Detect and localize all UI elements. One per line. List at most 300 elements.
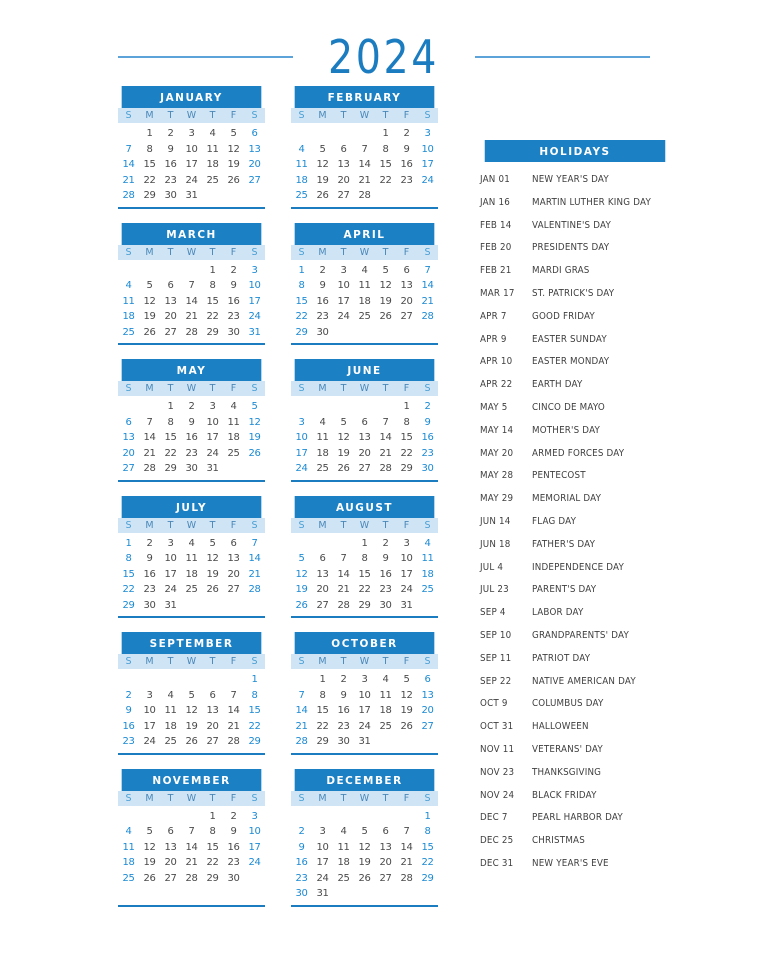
day-cell[interactable]: 15 <box>316 705 329 716</box>
day-cell[interactable]: 9 <box>230 826 237 837</box>
day-cell[interactable]: 1 <box>209 810 216 822</box>
day-cell[interactable]: 13 <box>358 432 371 443</box>
day-cell[interactable]: 19 <box>143 857 156 868</box>
day-cell[interactable]: 8 <box>361 553 368 564</box>
day-cell[interactable]: 24 <box>164 584 177 595</box>
day-cell[interactable]: 7 <box>361 143 368 155</box>
day-cell[interactable]: 18 <box>316 447 329 459</box>
day-cell[interactable]: 20 <box>421 705 434 716</box>
day-cell[interactable]: 17 <box>400 568 413 580</box>
day-cell[interactable]: 28 <box>248 584 261 595</box>
day-cell[interactable]: 26 <box>248 447 261 459</box>
day-cell[interactable]: 22 <box>316 720 329 732</box>
day-cell[interactable]: 29 <box>122 599 135 611</box>
day-cell[interactable]: 22 <box>248 720 261 732</box>
day-cell[interactable]: 29 <box>206 326 219 338</box>
day-cell[interactable]: 2 <box>403 128 410 139</box>
day-cell[interactable]: 1 <box>209 264 216 276</box>
day-cell[interactable]: 10 <box>358 689 371 701</box>
day-cell[interactable]: 4 <box>298 143 305 155</box>
day-cell[interactable]: 12 <box>295 568 308 580</box>
day-cell[interactable]: 24 <box>206 447 219 459</box>
day-cell[interactable]: 22 <box>206 311 219 322</box>
day-cell[interactable]: 5 <box>298 553 305 564</box>
day-cell[interactable]: 6 <box>319 553 326 564</box>
day-cell[interactable]: 3 <box>298 416 305 428</box>
day-cell[interactable]: 27 <box>400 311 413 322</box>
day-cell[interactable]: 13 <box>400 280 413 291</box>
day-cell[interactable]: 5 <box>146 280 153 291</box>
day-cell[interactable]: 27 <box>248 174 261 186</box>
day-cell[interactable]: 19 <box>358 857 371 868</box>
day-cell[interactable]: 19 <box>185 720 198 732</box>
day-cell[interactable]: 26 <box>337 463 350 474</box>
day-cell[interactable]: 15 <box>206 841 219 853</box>
day-cell[interactable]: 8 <box>403 416 410 428</box>
day-cell[interactable]: 21 <box>122 174 135 186</box>
day-cell[interactable]: 4 <box>361 264 368 276</box>
day-cell[interactable]: 30 <box>295 888 308 899</box>
day-cell[interactable]: 12 <box>185 705 198 716</box>
day-cell[interactable]: 21 <box>421 295 434 307</box>
day-cell[interactable]: 20 <box>316 584 329 595</box>
day-cell[interactable]: 8 <box>209 280 216 291</box>
day-cell[interactable]: 7 <box>230 689 237 701</box>
day-cell[interactable]: 7 <box>340 553 347 564</box>
day-cell[interactable]: 2 <box>230 264 237 276</box>
day-cell[interactable]: 22 <box>421 857 434 868</box>
day-cell[interactable]: 5 <box>340 416 347 428</box>
day-cell[interactable]: 24 <box>295 463 308 474</box>
day-cell[interactable]: 11 <box>358 280 371 291</box>
day-cell[interactable]: 17 <box>421 159 434 170</box>
day-cell[interactable]: 6 <box>340 143 347 155</box>
day-cell[interactable]: 28 <box>295 736 308 747</box>
day-cell[interactable]: 1 <box>125 537 132 549</box>
day-cell[interactable]: 3 <box>424 128 431 139</box>
day-cell[interactable]: 18 <box>295 174 308 186</box>
day-cell[interactable]: 15 <box>248 705 261 716</box>
day-cell[interactable]: 8 <box>424 826 431 837</box>
day-cell[interactable]: 23 <box>421 447 434 459</box>
day-cell[interactable]: 2 <box>230 810 237 822</box>
day-cell[interactable]: 14 <box>295 705 308 716</box>
day-cell[interactable]: 14 <box>337 568 350 580</box>
day-cell[interactable]: 9 <box>230 280 237 291</box>
day-cell[interactable]: 26 <box>400 720 413 732</box>
day-cell[interactable]: 2 <box>146 537 153 549</box>
day-cell[interactable]: 10 <box>206 416 219 428</box>
day-cell[interactable]: 8 <box>209 826 216 837</box>
day-cell[interactable]: 13 <box>122 432 135 443</box>
day-cell[interactable]: 21 <box>295 720 308 732</box>
day-cell[interactable]: 30 <box>337 736 350 747</box>
day-cell[interactable]: 7 <box>424 264 431 276</box>
day-cell[interactable]: 22 <box>358 584 371 595</box>
day-cell[interactable]: 28 <box>185 872 198 884</box>
day-cell[interactable]: 12 <box>379 280 392 291</box>
day-cell[interactable]: 17 <box>164 568 177 580</box>
day-cell[interactable]: 9 <box>125 705 132 716</box>
day-cell[interactable]: 20 <box>337 174 350 186</box>
day-cell[interactable]: 1 <box>361 537 368 549</box>
day-cell[interactable]: 12 <box>248 416 261 428</box>
day-cell[interactable]: 4 <box>188 537 195 549</box>
day-cell[interactable]: 20 <box>248 159 261 170</box>
day-cell[interactable]: 9 <box>146 553 153 564</box>
day-cell[interactable]: 15 <box>206 295 219 307</box>
day-cell[interactable]: 16 <box>185 432 198 443</box>
day-cell[interactable]: 25 <box>358 311 371 322</box>
day-cell[interactable]: 29 <box>358 599 371 611</box>
day-cell[interactable]: 29 <box>400 463 413 474</box>
day-cell[interactable]: 14 <box>227 705 240 716</box>
day-cell[interactable]: 21 <box>248 568 261 580</box>
day-cell[interactable]: 24 <box>316 872 329 884</box>
day-cell[interactable]: 18 <box>379 705 392 716</box>
day-cell[interactable]: 15 <box>421 841 434 853</box>
day-cell[interactable]: 6 <box>403 264 410 276</box>
day-cell[interactable]: 9 <box>340 689 347 701</box>
day-cell[interactable]: 28 <box>379 463 392 474</box>
day-cell[interactable]: 20 <box>164 857 177 868</box>
day-cell[interactable]: 3 <box>251 810 258 822</box>
day-cell[interactable]: 19 <box>227 159 240 170</box>
day-cell[interactable]: 10 <box>248 280 261 291</box>
day-cell[interactable]: 5 <box>146 826 153 837</box>
day-cell[interactable]: 11 <box>295 159 308 170</box>
day-cell[interactable]: 24 <box>337 311 350 322</box>
day-cell[interactable]: 10 <box>337 280 350 291</box>
day-cell[interactable]: 6 <box>167 826 174 837</box>
day-cell[interactable]: 28 <box>421 311 434 322</box>
day-cell[interactable]: 11 <box>122 295 135 307</box>
day-cell[interactable]: 6 <box>424 674 431 685</box>
day-cell[interactable]: 30 <box>185 463 198 474</box>
day-cell[interactable]: 31 <box>164 599 177 611</box>
day-cell[interactable]: 26 <box>316 190 329 201</box>
day-cell[interactable]: 31 <box>248 326 261 338</box>
day-cell[interactable]: 23 <box>164 174 177 186</box>
day-cell[interactable]: 2 <box>167 128 174 139</box>
day-cell[interactable]: 25 <box>122 872 135 884</box>
day-cell[interactable]: 4 <box>340 826 347 837</box>
day-cell[interactable]: 1 <box>424 810 431 822</box>
day-cell[interactable]: 20 <box>379 857 392 868</box>
day-cell[interactable]: 29 <box>316 736 329 747</box>
day-cell[interactable]: 9 <box>403 143 410 155</box>
day-cell[interactable]: 18 <box>358 295 371 307</box>
day-cell[interactable]: 20 <box>164 311 177 322</box>
day-cell[interactable]: 22 <box>122 584 135 595</box>
day-cell[interactable]: 17 <box>295 447 308 459</box>
day-cell[interactable]: 6 <box>382 826 389 837</box>
day-cell[interactable]: 20 <box>227 568 240 580</box>
day-cell[interactable]: 18 <box>337 857 350 868</box>
day-cell[interactable]: 3 <box>340 264 347 276</box>
day-cell[interactable]: 26 <box>143 326 156 338</box>
day-cell[interactable]: 17 <box>316 857 329 868</box>
day-cell[interactable]: 1 <box>403 401 410 412</box>
day-cell[interactable]: 7 <box>251 537 258 549</box>
day-cell[interactable]: 20 <box>400 295 413 307</box>
day-cell[interactable]: 3 <box>188 128 195 139</box>
day-cell[interactable]: 16 <box>143 568 156 580</box>
day-cell[interactable]: 28 <box>227 736 240 747</box>
day-cell[interactable]: 2 <box>382 537 389 549</box>
day-cell[interactable]: 18 <box>421 568 434 580</box>
day-cell[interactable]: 18 <box>164 720 177 732</box>
day-cell[interactable]: 15 <box>358 568 371 580</box>
day-cell[interactable]: 21 <box>379 447 392 459</box>
day-cell[interactable]: 25 <box>227 447 240 459</box>
day-cell[interactable]: 26 <box>358 872 371 884</box>
day-cell[interactable]: 23 <box>143 584 156 595</box>
day-cell[interactable]: 5 <box>251 401 258 412</box>
day-cell[interactable]: 17 <box>358 705 371 716</box>
day-cell[interactable]: 12 <box>400 689 413 701</box>
day-cell[interactable]: 7 <box>125 143 132 155</box>
day-cell[interactable]: 27 <box>358 463 371 474</box>
day-cell[interactable]: 19 <box>206 568 219 580</box>
day-cell[interactable]: 15 <box>143 159 156 170</box>
day-cell[interactable]: 14 <box>400 841 413 853</box>
day-cell[interactable]: 15 <box>164 432 177 443</box>
day-cell[interactable]: 21 <box>227 720 240 732</box>
day-cell[interactable]: 30 <box>164 190 177 201</box>
day-cell[interactable]: 28 <box>143 463 156 474</box>
day-cell[interactable]: 4 <box>209 128 216 139</box>
day-cell[interactable]: 11 <box>227 416 240 428</box>
day-cell[interactable]: 16 <box>421 432 434 443</box>
day-cell[interactable]: 26 <box>206 584 219 595</box>
day-cell[interactable]: 19 <box>400 705 413 716</box>
day-cell[interactable]: 31 <box>400 599 413 611</box>
day-cell[interactable]: 28 <box>337 599 350 611</box>
day-cell[interactable]: 22 <box>164 447 177 459</box>
day-cell[interactable]: 28 <box>358 190 371 201</box>
day-cell[interactable]: 24 <box>185 174 198 186</box>
day-cell[interactable]: 14 <box>143 432 156 443</box>
day-cell[interactable]: 14 <box>122 159 135 170</box>
day-cell[interactable]: 27 <box>421 720 434 732</box>
day-cell[interactable]: 11 <box>185 553 198 564</box>
day-cell[interactable]: 16 <box>227 841 240 853</box>
day-cell[interactable]: 25 <box>421 584 434 595</box>
day-cell[interactable]: 22 <box>206 857 219 868</box>
day-cell[interactable]: 4 <box>125 826 132 837</box>
day-cell[interactable]: 27 <box>164 326 177 338</box>
day-cell[interactable]: 27 <box>379 872 392 884</box>
day-cell[interactable]: 21 <box>358 174 371 186</box>
day-cell[interactable]: 10 <box>164 553 177 564</box>
day-cell[interactable]: 9 <box>382 553 389 564</box>
day-cell[interactable]: 10 <box>400 553 413 564</box>
day-cell[interactable]: 8 <box>319 689 326 701</box>
day-cell[interactable]: 17 <box>337 295 350 307</box>
day-cell[interactable]: 26 <box>295 599 308 611</box>
day-cell[interactable]: 14 <box>185 295 198 307</box>
day-cell[interactable]: 4 <box>319 416 326 428</box>
day-cell[interactable]: 6 <box>167 280 174 291</box>
day-cell[interactable]: 1 <box>319 674 326 685</box>
day-cell[interactable]: 17 <box>185 159 198 170</box>
day-cell[interactable]: 3 <box>319 826 326 837</box>
day-cell[interactable]: 24 <box>400 584 413 595</box>
day-cell[interactable]: 19 <box>379 295 392 307</box>
day-cell[interactable]: 26 <box>185 736 198 747</box>
day-cell[interactable]: 11 <box>337 841 350 853</box>
day-cell[interactable]: 7 <box>188 280 195 291</box>
day-cell[interactable]: 5 <box>188 689 195 701</box>
day-cell[interactable]: 10 <box>295 432 308 443</box>
day-cell[interactable]: 2 <box>340 674 347 685</box>
day-cell[interactable]: 9 <box>298 841 305 853</box>
day-cell[interactable]: 23 <box>185 447 198 459</box>
day-cell[interactable]: 13 <box>206 705 219 716</box>
day-cell[interactable]: 11 <box>164 705 177 716</box>
day-cell[interactable]: 7 <box>403 826 410 837</box>
day-cell[interactable]: 29 <box>421 872 434 884</box>
day-cell[interactable]: 3 <box>167 537 174 549</box>
day-cell[interactable]: 24 <box>358 720 371 732</box>
day-cell[interactable]: 12 <box>206 553 219 564</box>
day-cell[interactable]: 12 <box>316 159 329 170</box>
day-cell[interactable]: 25 <box>337 872 350 884</box>
day-cell[interactable]: 14 <box>248 553 261 564</box>
day-cell[interactable]: 16 <box>122 720 135 732</box>
day-cell[interactable]: 6 <box>361 416 368 428</box>
day-cell[interactable]: 31 <box>206 463 219 474</box>
day-cell[interactable]: 23 <box>337 720 350 732</box>
day-cell[interactable]: 6 <box>230 537 237 549</box>
day-cell[interactable]: 11 <box>379 689 392 701</box>
day-cell[interactable]: 8 <box>146 143 153 155</box>
day-cell[interactable]: 15 <box>400 432 413 443</box>
day-cell[interactable]: 13 <box>379 841 392 853</box>
day-cell[interactable]: 10 <box>316 841 329 853</box>
day-cell[interactable]: 19 <box>316 174 329 186</box>
day-cell[interactable]: 13 <box>227 553 240 564</box>
day-cell[interactable]: 13 <box>164 295 177 307</box>
day-cell[interactable]: 7 <box>382 416 389 428</box>
day-cell[interactable]: 27 <box>227 584 240 595</box>
day-cell[interactable]: 17 <box>248 841 261 853</box>
day-cell[interactable]: 3 <box>403 537 410 549</box>
day-cell[interactable]: 11 <box>206 143 219 155</box>
day-cell[interactable]: 16 <box>295 857 308 868</box>
day-cell[interactable]: 13 <box>164 841 177 853</box>
day-cell[interactable]: 10 <box>421 143 434 155</box>
day-cell[interactable]: 30 <box>421 463 434 474</box>
day-cell[interactable]: 16 <box>337 705 350 716</box>
day-cell[interactable]: 20 <box>206 720 219 732</box>
day-cell[interactable]: 3 <box>251 264 258 276</box>
day-cell[interactable]: 1 <box>298 264 305 276</box>
day-cell[interactable]: 11 <box>316 432 329 443</box>
day-cell[interactable]: 30 <box>316 326 329 338</box>
day-cell[interactable]: 3 <box>146 689 153 701</box>
day-cell[interactable]: 9 <box>167 143 174 155</box>
day-cell[interactable]: 23 <box>379 584 392 595</box>
day-cell[interactable]: 13 <box>421 689 434 701</box>
day-cell[interactable]: 29 <box>143 190 156 201</box>
day-cell[interactable]: 26 <box>379 311 392 322</box>
day-cell[interactable]: 21 <box>185 311 198 322</box>
day-cell[interactable]: 30 <box>143 599 156 611</box>
day-cell[interactable]: 1 <box>382 128 389 139</box>
day-cell[interactable]: 2 <box>125 689 132 701</box>
day-cell[interactable]: 20 <box>358 447 371 459</box>
day-cell[interactable]: 7 <box>146 416 153 428</box>
day-cell[interactable]: 18 <box>206 159 219 170</box>
day-cell[interactable]: 19 <box>248 432 261 443</box>
day-cell[interactable]: 23 <box>295 872 308 884</box>
day-cell[interactable]: 15 <box>295 295 308 307</box>
day-cell[interactable]: 29 <box>248 736 261 747</box>
day-cell[interactable]: 14 <box>185 841 198 853</box>
day-cell[interactable]: 8 <box>251 689 258 701</box>
day-cell[interactable]: 5 <box>319 143 326 155</box>
day-cell[interactable]: 23 <box>316 311 329 322</box>
day-cell[interactable]: 23 <box>122 736 135 747</box>
day-cell[interactable]: 21 <box>337 584 350 595</box>
day-cell[interactable]: 8 <box>167 416 174 428</box>
day-cell[interactable]: 22 <box>143 174 156 186</box>
day-cell[interactable]: 28 <box>400 872 413 884</box>
day-cell[interactable]: 13 <box>248 143 261 155</box>
day-cell[interactable]: 10 <box>248 826 261 837</box>
day-cell[interactable]: 31 <box>185 190 198 201</box>
day-cell[interactable]: 14 <box>421 280 434 291</box>
day-cell[interactable]: 22 <box>400 447 413 459</box>
day-cell[interactable]: 18 <box>185 568 198 580</box>
day-cell[interactable]: 12 <box>143 841 156 853</box>
day-cell[interactable]: 16 <box>400 159 413 170</box>
day-cell[interactable]: 30 <box>379 599 392 611</box>
day-cell[interactable]: 25 <box>379 720 392 732</box>
day-cell[interactable]: 17 <box>206 432 219 443</box>
day-cell[interactable]: 2 <box>188 401 195 412</box>
day-cell[interactable]: 22 <box>379 174 392 186</box>
day-cell[interactable]: 27 <box>164 872 177 884</box>
day-cell[interactable]: 8 <box>382 143 389 155</box>
day-cell[interactable]: 25 <box>122 326 135 338</box>
day-cell[interactable]: 4 <box>125 280 132 291</box>
day-cell[interactable]: 26 <box>143 872 156 884</box>
day-cell[interactable]: 6 <box>125 416 132 428</box>
day-cell[interactable]: 11 <box>122 841 135 853</box>
day-cell[interactable]: 11 <box>421 553 434 564</box>
day-cell[interactable]: 29 <box>206 872 219 884</box>
day-cell[interactable]: 17 <box>248 295 261 307</box>
day-cell[interactable]: 14 <box>358 159 371 170</box>
day-cell[interactable]: 10 <box>185 143 198 155</box>
day-cell[interactable]: 1 <box>251 674 258 685</box>
day-cell[interactable]: 7 <box>188 826 195 837</box>
day-cell[interactable]: 6 <box>251 128 258 139</box>
day-cell[interactable]: 4 <box>382 674 389 685</box>
day-cell[interactable]: 21 <box>143 447 156 459</box>
day-cell[interactable]: 27 <box>337 190 350 201</box>
day-cell[interactable]: 16 <box>379 568 392 580</box>
day-cell[interactable]: 31 <box>316 888 329 899</box>
day-cell[interactable]: 9 <box>188 416 195 428</box>
day-cell[interactable]: 7 <box>298 689 305 701</box>
day-cell[interactable]: 24 <box>143 736 156 747</box>
day-cell[interactable]: 13 <box>316 568 329 580</box>
day-cell[interactable]: 3 <box>361 674 368 685</box>
